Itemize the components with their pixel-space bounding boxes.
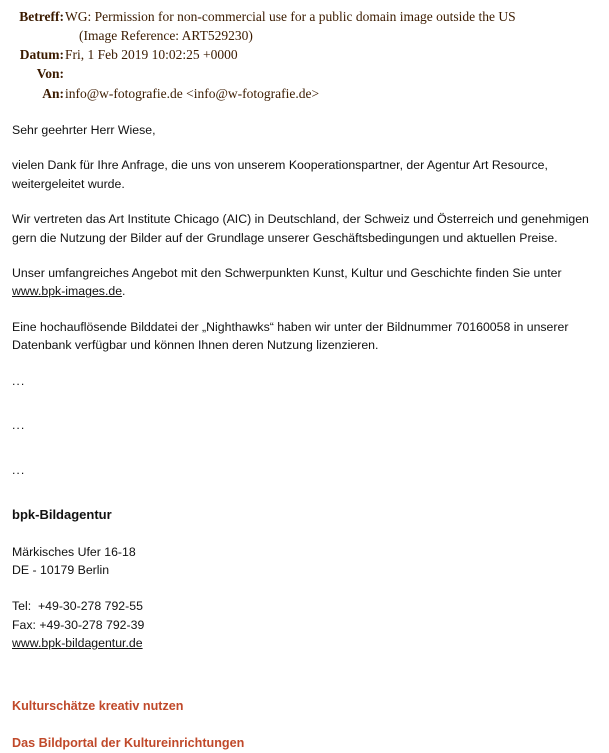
salutation: Sehr geehrter Herr Wiese, bbox=[12, 122, 156, 137]
signature-address bbox=[12, 543, 597, 580]
header-row-subject bbox=[12, 7, 599, 26]
address-line-2: DE - 10179 Berlin bbox=[12, 562, 110, 577]
ellipsis-1: ... bbox=[12, 373, 26, 388]
email-body bbox=[0, 121, 609, 753]
fax-number: Fax: +49-30-278 792-39 bbox=[12, 617, 145, 632]
to-value: info@w-fotografie.de <info@w-fotografie.de> bbox=[65, 85, 320, 101]
paragraph-1: vielen Dank für Ihre Anfrage, die uns von unserem Kooperationspartner, der Agentur Art Resource, weitergeleitet wurde. bbox=[12, 158, 548, 191]
paragraph-4: Eine hochauflösende Bilddatei der „Nighthawks“ haben wir unter der Bildnummer 70160058 in unserer Datenbank verfügbar und können Ihnen deren Nutzung lizenzieren. bbox=[12, 319, 569, 353]
tagline-2: Das Bildportal der Kultureinrichtungen bbox=[12, 735, 245, 750]
date-value: Fri, 1 Feb 2019 10:02:25 +0000 bbox=[65, 47, 238, 63]
email-header bbox=[0, 0, 609, 103]
bpk-images-link[interactable]: www.bpk-images.de bbox=[12, 284, 123, 299]
to-label: An: bbox=[42, 85, 64, 101]
header-row-to bbox=[12, 84, 599, 103]
signature-contact bbox=[12, 597, 597, 652]
phone-number: Tel: +49-30-278 792-55 bbox=[12, 599, 143, 614]
tagline-1: Kulturschätze kreativ nutzen bbox=[12, 698, 184, 713]
from-label: Von: bbox=[36, 66, 64, 82]
signature-company: bpk-Bildagentur bbox=[12, 507, 112, 523]
header-row-from bbox=[12, 64, 599, 83]
bpk-bildagentur-link[interactable]: www.bpk-bildagentur.de bbox=[12, 636, 143, 651]
paragraph-2: Wir vertreten das Art Institute Chicago (AIC) in Deutschland, der Schweiz und Österreich und genehmigen gern die Nutzung der Bilder auf der Grundlage unserer Geschäftsbedingungen und aktuellen Preise. bbox=[12, 212, 589, 245]
ellipsis-2: ... bbox=[12, 418, 26, 433]
subject-value: WG: Permission for non-commercial use for a public domain image outside the US bbox=[65, 9, 516, 24]
paragraph-3-text-before: Unser umfangreiches Angebot mit den Schwerpunkten Kunst, Kultur und Geschichte finden Sie unter bbox=[12, 265, 562, 280]
subject-value-line2: (Image Reference: ART529230) bbox=[79, 28, 253, 44]
paragraph-3-text-after: . bbox=[122, 284, 126, 299]
ellipsis-3: ... bbox=[12, 462, 26, 477]
address-line-1: Märkisches Ufer 16-18 bbox=[12, 544, 136, 559]
subject-label: Betreff: bbox=[19, 9, 64, 24]
header-row-date bbox=[12, 45, 599, 64]
paragraph-3 bbox=[12, 264, 597, 301]
date-label: Datum: bbox=[19, 47, 64, 63]
